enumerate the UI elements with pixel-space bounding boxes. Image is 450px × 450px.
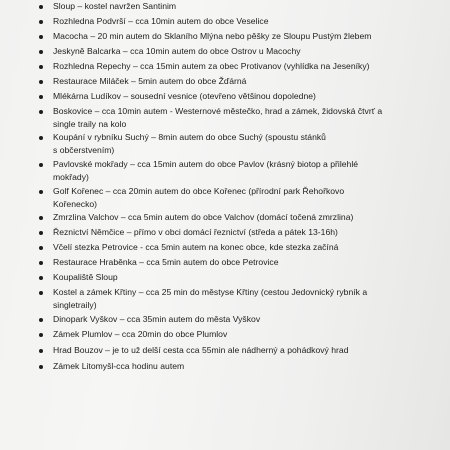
- bullet-icon: [39, 163, 43, 167]
- item-text: Zmrzlina Valchov – cca 5min autem do obce Valchov (domácí točená zmrzlina): [53, 212, 354, 222]
- item-text: Restaurace Hraběnka – cca 5min autem do obce Petrovice: [53, 257, 279, 267]
- bullet-icon: [39, 246, 43, 250]
- item-text-continued: single traily na kolo: [53, 119, 127, 130]
- bullet-icon: [39, 5, 43, 9]
- list-item: [53, 313, 433, 326]
- list-item: [53, 0, 433, 13]
- item-text: Včelí stezka Petrovice - cca 5min autem na konec obce, kde stezka začíná: [53, 242, 339, 252]
- list-item: [53, 131, 433, 157]
- item-text-continued: Kořenecko): [53, 199, 98, 210]
- item-text: Sloup – kostel navržen Santinim: [53, 1, 177, 11]
- bullet-icon: [39, 231, 43, 235]
- bullet-icon: [39, 136, 43, 140]
- bullet-icon: [39, 190, 43, 194]
- list-item: [53, 271, 433, 284]
- bullet-icon: [39, 291, 43, 295]
- bullet-icon: [39, 20, 43, 24]
- item-text: Koupaliště Sloup: [53, 272, 118, 282]
- list-item: [53, 45, 433, 58]
- item-text: Restaurace Miláček – 5min autem do obce Žďárná: [53, 76, 247, 86]
- item-text: Hrad Bouzov – je to už delší cesta cca 55min ale nádherný a pohádkový hrad: [53, 345, 349, 355]
- list-item: [53, 90, 433, 103]
- item-text: Pavlovské mokřady – cca 15min autem do obce Pavlov (krásný biotop a přilehlé: [53, 159, 359, 169]
- list-item: [53, 226, 433, 239]
- item-text-continued: s občerstvením): [53, 145, 115, 156]
- list-item: [53, 241, 433, 254]
- bullet-icon: [39, 318, 43, 322]
- bullet-icon: [39, 95, 43, 99]
- bullet-icon: [39, 276, 43, 280]
- item-text: Golf Kořenec – cca 20min autem do obce Kořenec (přírodní park Řehořkovo: [53, 186, 345, 196]
- item-text: Koupání v rybníku Suchý – 8min autem do obce Suchý (spoustu stánků: [53, 132, 326, 142]
- item-text: Rozhledna Podvrší – cca 10min autem do obce Veselice: [53, 16, 269, 26]
- bullet-icon: [39, 333, 43, 337]
- item-text: Jeskyně Balcarka – cca 10min autem do obce Ostrov u Macochy: [53, 46, 301, 56]
- list-item: [53, 75, 433, 88]
- bullet-icon: [39, 110, 43, 114]
- item-text: Kostel a zámek Křtiny – cca 25 min do městyse Křtiny (cestou Jedovnický rybník a: [53, 287, 368, 297]
- item-text: Zámek Litomyšl-cca hodinu autem: [53, 361, 185, 371]
- list-item: [53, 30, 433, 43]
- list-item: [53, 360, 433, 373]
- item-text: Řeznictví Němčice – přímo v obci domácí řeznictví (středa a pátek 13-16h): [53, 227, 338, 237]
- item-text: Zámek Plumlov – cca 20min do obce Plumlov: [53, 329, 228, 339]
- item-text: Mlékárna Ludíkov – sousední vesnice (otevřeno většinou dopoledne): [53, 91, 316, 101]
- bullet-icon: [39, 216, 43, 220]
- item-text: Boskovice – cca 10min autem - Westernové městečko, hrad a zámek, židovská čtvrť a: [53, 106, 383, 116]
- item-text-continued: singletraily): [53, 300, 97, 311]
- list-item: [53, 185, 433, 211]
- item-text-continued: mokřady): [53, 172, 89, 183]
- item-text: Rozhledna Repechy – cca 15min autem za obec Protivanov (vyhlídka na Jeseníky): [53, 61, 370, 71]
- bullet-icon: [39, 261, 43, 265]
- item-text: Macocha – 20 min autem do Sklaního Mlýna nebo pěšky ze Sloupu Pustým žlebem: [53, 31, 372, 41]
- bullet-icon: [39, 80, 43, 84]
- item-text: Dinopark Vyškov – cca 35min autem do města Vyškov: [53, 314, 261, 324]
- list-item: [53, 344, 433, 357]
- list-item: [53, 158, 433, 184]
- list-item: [53, 211, 433, 224]
- list-item: [53, 286, 433, 312]
- list-item: [53, 328, 433, 341]
- bullet-icon: [39, 35, 43, 39]
- list-item: [53, 105, 433, 131]
- bullet-icon: [39, 50, 43, 54]
- bullet-icon: [39, 365, 43, 369]
- list-item: [53, 15, 433, 28]
- bullet-icon: [39, 65, 43, 69]
- list-item: [53, 256, 433, 269]
- list-item: [53, 60, 433, 73]
- bullet-icon: [39, 349, 43, 353]
